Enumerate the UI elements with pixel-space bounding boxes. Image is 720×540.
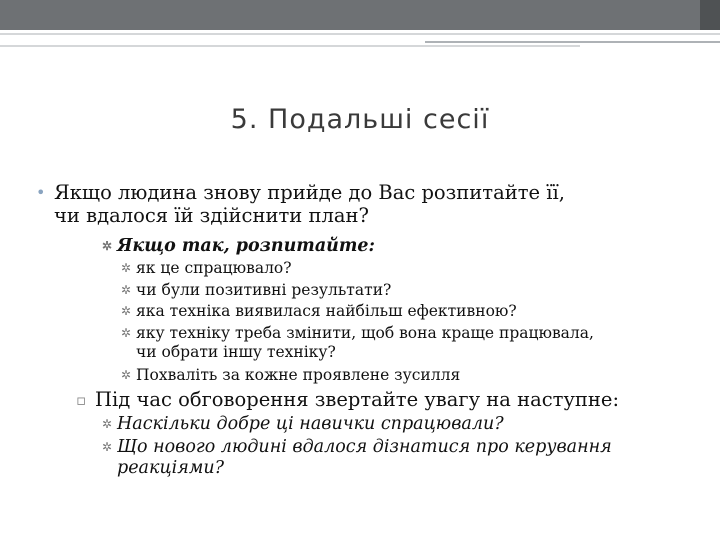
list-item-text: як це спрацювало? <box>136 259 292 277</box>
bullet-star-icon: ✲ <box>121 304 132 318</box>
bullet-2 <box>76 388 685 411</box>
decorative-line <box>0 45 580 47</box>
bullet-square-icon: ▫ <box>76 391 87 409</box>
bullet-2-text: Під час обговорення звертайте увагу на наступне: <box>95 388 620 411</box>
list-item-text: чи були позитивні результати? <box>136 281 392 299</box>
list-item <box>121 366 671 384</box>
list-item-text: Що нового людині вдалося дізнатися про керування <box>117 437 612 457</box>
bullet-1-line-1: Якщо людина знову прийде до Вас розпитайте її, <box>54 181 565 204</box>
list-item <box>102 414 687 435</box>
list-item <box>102 437 687 458</box>
bullet-1-line-2: чи вдалося їй здійснити план? <box>54 204 369 227</box>
bullet-star-icon: ✲ <box>121 368 132 382</box>
list-item-text: яку техніку треба змінити, щоб вона краще працювала, <box>136 324 594 342</box>
list-item-text: чи обрати іншу техніку? <box>136 343 336 361</box>
bullet-1 <box>36 181 684 227</box>
bullet-star-icon: ✲ <box>121 261 132 275</box>
list-item-text: реакціями? <box>117 458 224 478</box>
list-item-continuation <box>117 458 687 479</box>
list-item-text: Наскільки добре ці навички спрацювали? <box>117 414 504 434</box>
list-item <box>121 302 671 320</box>
bullet-dot-icon: • <box>36 183 46 202</box>
decorative-line <box>425 41 720 43</box>
sub-heading-text: Якщо так, розпитайте: <box>117 236 375 256</box>
bullet-star-icon: ✲ <box>102 417 113 431</box>
list-item <box>121 281 671 299</box>
list-item-continuation <box>136 344 671 361</box>
decorative-line <box>0 33 720 35</box>
bullet-star-icon: ✲ <box>121 283 132 297</box>
bullet-star-icon: ✲ <box>102 239 113 253</box>
list-item <box>121 324 671 342</box>
bullet-star-icon: ✲ <box>121 326 132 340</box>
list-item-text: яка техніка виявилася найбільш ефективною? <box>136 302 517 320</box>
list-item <box>121 259 671 277</box>
top-bar-accent <box>700 0 720 30</box>
bullet-star-icon: ✲ <box>102 440 113 454</box>
sub-heading <box>102 236 687 257</box>
slide-title: 5. Подальші сесії <box>230 104 490 135</box>
list-item-text: Похваліть за кожне проявлене зусилля <box>136 366 461 384</box>
top-bar <box>0 0 720 30</box>
